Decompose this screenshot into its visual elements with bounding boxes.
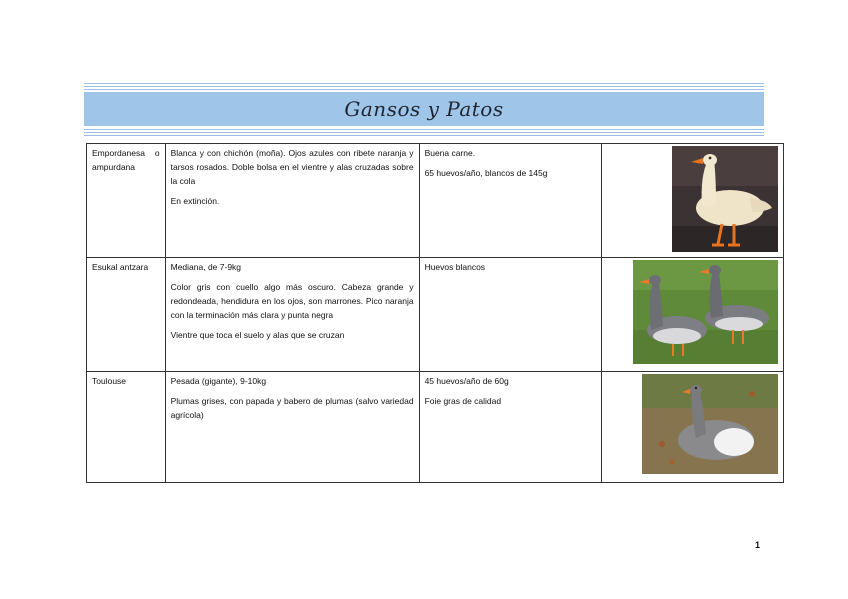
production-text: Foie gras de calidad	[424, 396, 502, 406]
banner-bottom-lines	[84, 129, 764, 138]
production-text: Huevos blancos	[424, 262, 486, 272]
description-text: Color gris con cuello algo más oscuro. Cabeza grande y redondeada, hendidura en los ojos, son marrones. Pico naranja con la terminación más clara y punta negra	[170, 282, 414, 320]
white-goose-photo	[672, 146, 778, 252]
page-title: Gansos y Patos	[344, 97, 504, 121]
title-banner	[84, 92, 764, 126]
description-cell	[165, 258, 419, 372]
description-text: Pesada (gigante), 9-10kg	[170, 376, 267, 386]
breed-name-cell	[87, 258, 166, 372]
image-cell	[602, 372, 784, 483]
production-cell	[419, 372, 602, 483]
grey-geese-pair-photo	[633, 260, 778, 364]
breed-name: Esukal antzara	[92, 262, 149, 272]
breeds-table	[86, 143, 784, 483]
breed-name-cell	[87, 144, 166, 258]
production-text: Buena carne.	[424, 148, 476, 158]
table-row	[87, 258, 784, 372]
description-text: Plumas grises, con papada y babero de plumas (salvo variedad agrícola)	[170, 396, 414, 420]
breed-name: Empordanesa o ampurdana	[92, 148, 160, 172]
description-text: En extinción.	[170, 196, 220, 206]
page-number: 1	[755, 540, 761, 550]
production-cell	[419, 144, 602, 258]
table-row	[87, 372, 784, 483]
toulouse-goose-photo	[642, 374, 778, 474]
description-cell	[165, 144, 419, 258]
breed-name-cell	[87, 372, 166, 483]
description-text: Vientre que toca el suelo y alas que se cruzan	[170, 330, 345, 340]
description-text: Mediana, de 7-9kg	[170, 262, 242, 272]
banner-top-lines	[84, 83, 764, 92]
production-text: 45 huevos/año de 60g	[424, 376, 509, 386]
production-text: 65 huevos/año, blancos de 145g	[424, 168, 548, 178]
description-text: Blanca y con chichón (moña). Ojos azules con ribete naranja y tarsos rosados. Doble bolsa en el vientre y alas cruzadas sobre la cola	[170, 148, 414, 186]
image-cell	[602, 258, 784, 372]
production-cell	[419, 258, 602, 372]
breed-name: Toulouse	[92, 376, 127, 386]
image-cell	[602, 144, 784, 258]
table-row	[87, 144, 784, 258]
description-cell	[165, 372, 419, 483]
